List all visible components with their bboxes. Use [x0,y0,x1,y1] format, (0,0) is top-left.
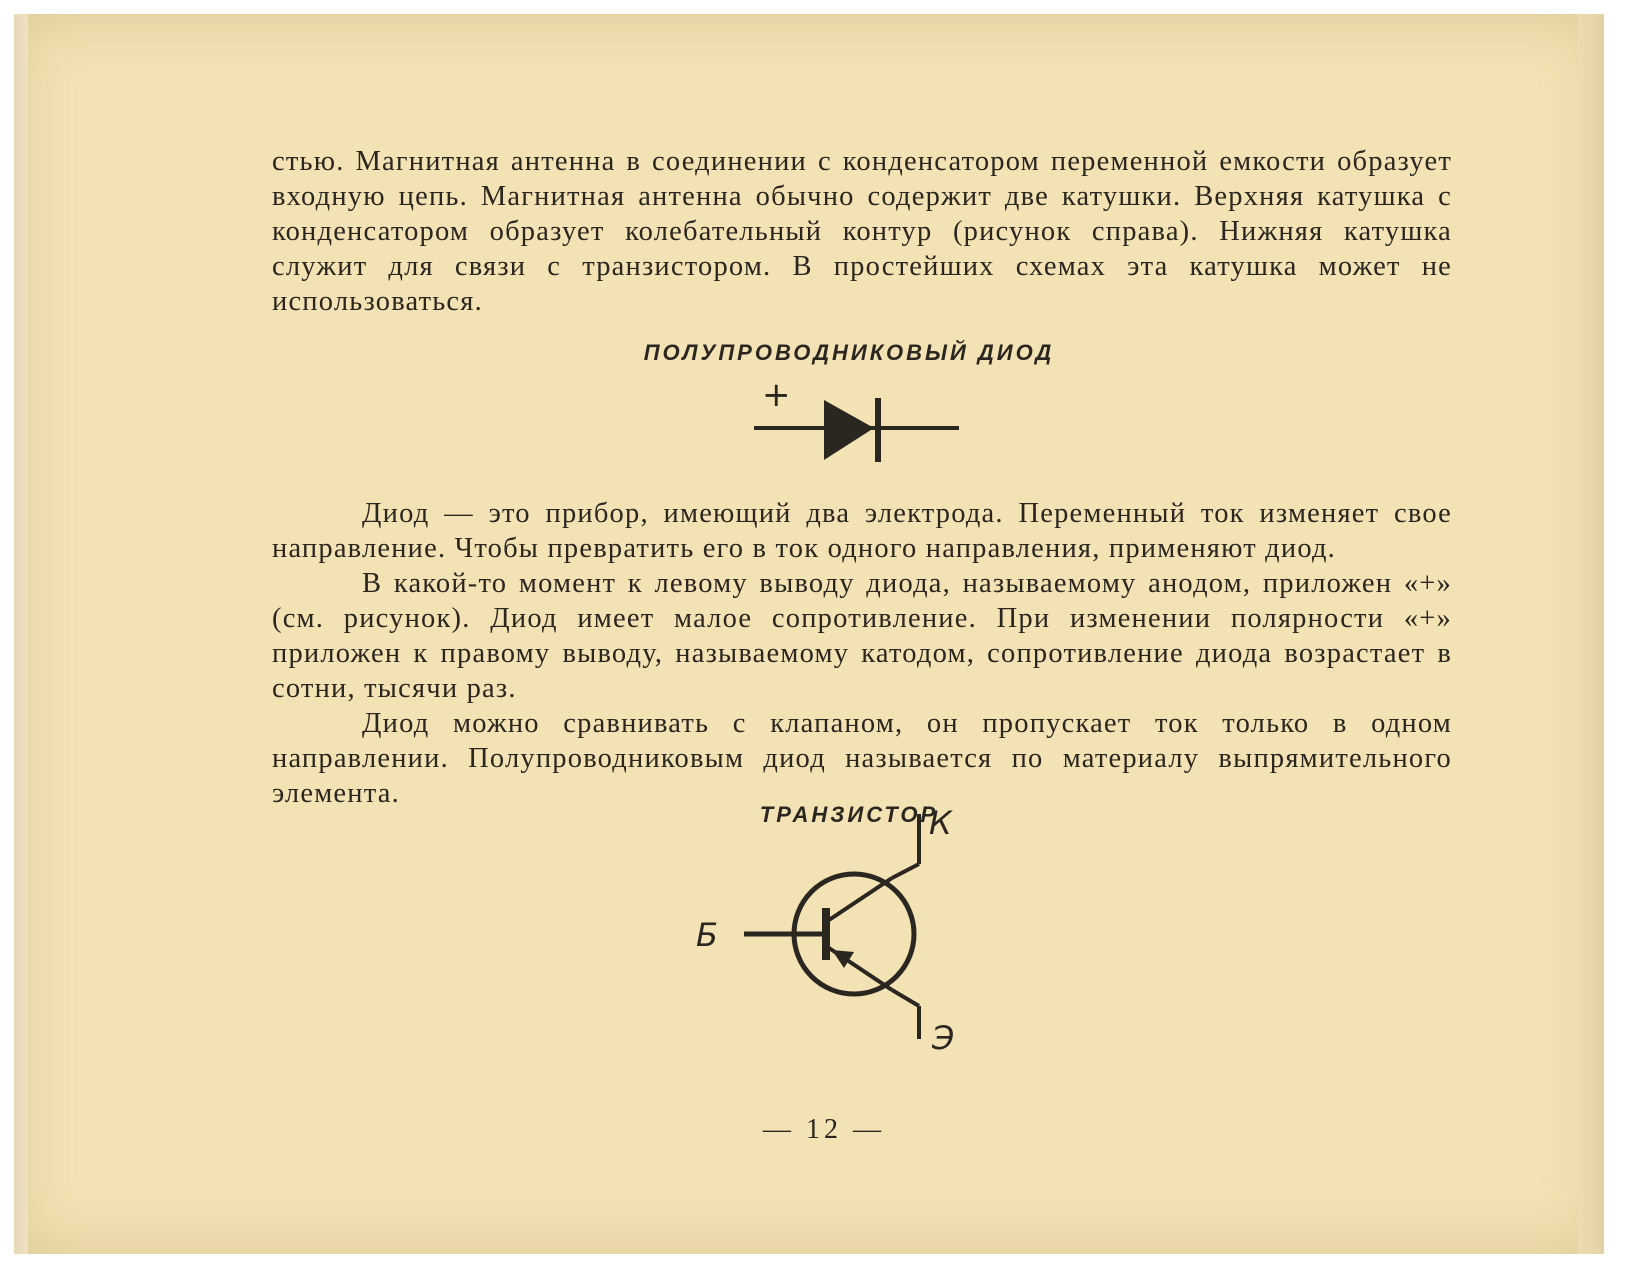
emitter-label: Э [932,1019,955,1057]
page-edge-left [14,14,28,1254]
diode-anode-triangle [824,400,874,460]
diode-description [272,496,1452,811]
collector-bend [892,864,919,878]
collector-label: К [929,804,952,842]
page-edge-right [1578,14,1604,1254]
diode-paragraph-1: Диод — это прибор, имеющий два электрода. Переменный ток изменяет свое направление. Чтобы превратить его в ток одного направления, применяют диод. [272,498,1452,564]
intro-paragraph: стью. Магнитная антенна в соединении с конденсатором переменной емкости образует входную цепь. Магнитная антенна обычно содержит две катушки. Верхняя катушка с конденсатором образует колебательный контур (рисунок справа). Нижняя катушка служит для связи с транзистором. В простейших схемах эта катушка может не использоваться. [272,146,1452,317]
diode-paragraph-3: Диод можно сравнивать с клапаном, он пропускает ток только в одном направлении. Полупроводниковым диод называется по материалу выпрямительного элемента. [272,708,1452,809]
diode-symbol [754,375,1004,494]
diode-paragraph-2: В какой-то момент к левому выводу диода, называемому анодом, приложен «+» (см. рисунок). Диод имеет малое сопротивление. При изменении полярности «+» приложен к правому выводу, называемому катодом, сопротивление диода возрастает в сотни, тысячи раз. [272,568,1452,704]
collector-line [826,878,892,922]
emitter-bend [892,990,919,1006]
diode-plus-label: + [762,375,791,415]
intro-paragraph-block [272,144,1452,319]
transistor-heading: ТРАНЗИСТОР [759,802,939,827]
emitter-arrow [832,950,854,968]
page-number: — 12 — [763,1114,885,1145]
book-page [14,14,1604,1254]
base-label: Б [696,916,718,954]
diode-heading: ПОЛУПРОВОДНИКОВЫЙ ДИОД [643,340,1055,365]
